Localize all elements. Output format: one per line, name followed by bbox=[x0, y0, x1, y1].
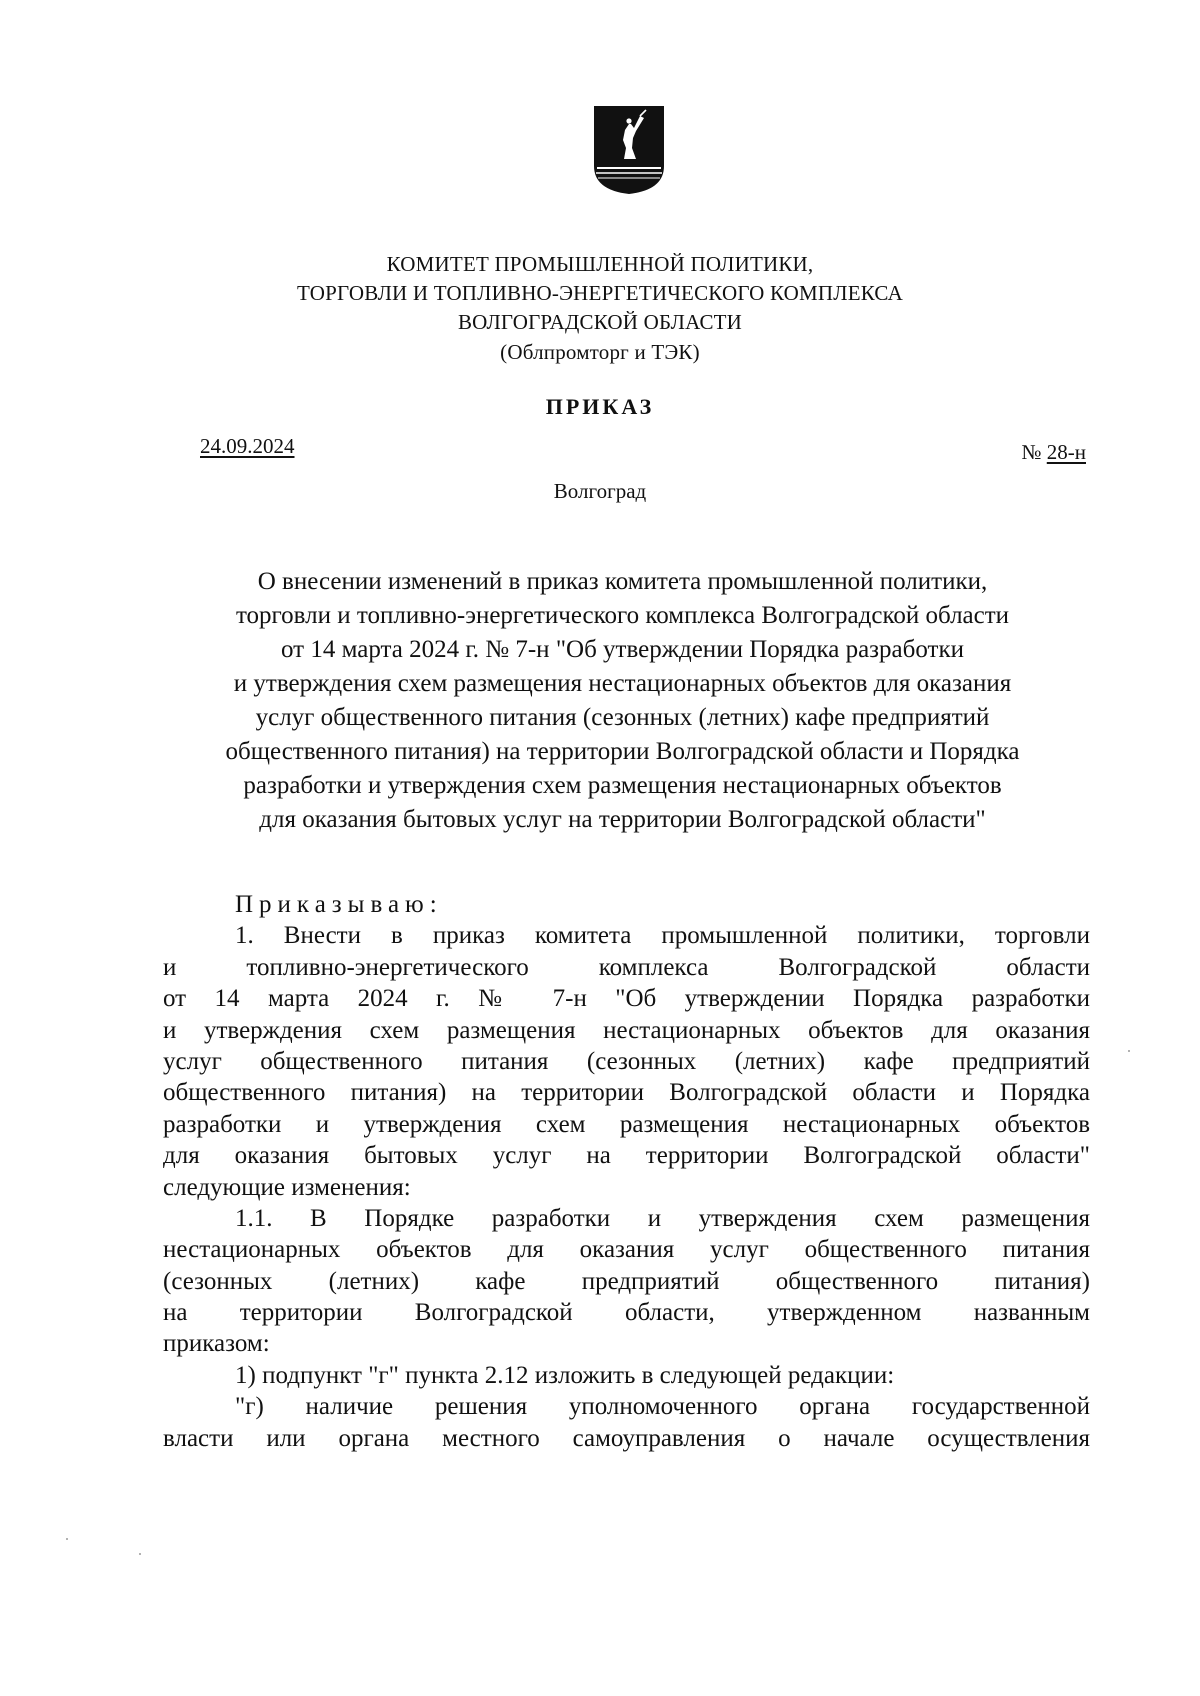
body-line: 1) подпункт "г" пункта 2.12 изложить в следующей редакции: bbox=[235, 1361, 895, 1389]
body-line: следующие изменения: bbox=[163, 1173, 411, 1201]
body-line: общественного питания) на территории Волгоградской области и Порядка bbox=[163, 1079, 1090, 1107]
coat-of-arms-icon bbox=[592, 104, 666, 196]
subject-line: от 14 марта 2024 г. № 7-н "Об утверждении Порядка разработки bbox=[280, 636, 964, 663]
subject-line: общественного питания) на территории Волгоградской области и Порядка bbox=[225, 738, 1020, 765]
subject-line: для оказания бытовых услуг на территории Волгоградской области" bbox=[259, 806, 986, 833]
body-line: 1.1. В Порядке разработки и утверждения схем размещения bbox=[235, 1204, 1090, 1232]
number-sign: № bbox=[1021, 440, 1042, 464]
document-city: Волгоград bbox=[553, 479, 647, 503]
body-line: и утверждения схем размещения нестационарных объектов для оказания bbox=[163, 1016, 1090, 1044]
subject-line: разработки и утверждения схем размещения нестационарных объектов bbox=[243, 772, 1002, 799]
body-line: нестационарных объектов для оказания услуг общественного питания bbox=[163, 1236, 1090, 1264]
subject-line: О внесении изменений в приказ комитета промышленной политики, bbox=[257, 568, 988, 595]
subject-line: и утверждения схем размещения нестационарных объектов для оказания bbox=[233, 670, 1012, 697]
subject-line: торговли и топливно-энергетического комплекса Волгоградской области bbox=[235, 602, 1010, 629]
document-number bbox=[1021, 440, 1086, 465]
body-line: (сезонных (летних) кафе предприятий общественного питания) bbox=[163, 1267, 1090, 1295]
org-name-line-1: КОМИТЕТ ПРОМЫШЛЕННОЙ ПОЛИТИКИ, bbox=[386, 252, 814, 276]
scan-speck bbox=[66, 1538, 68, 1540]
body-line: и топливно-энергетического комплекса Волгоградской области bbox=[163, 953, 1090, 981]
document-date: 24.09.2024 bbox=[200, 434, 295, 458]
body-line: от 14 марта 2024 г. № 7-н "Об утверждении Порядка разработки bbox=[163, 985, 1090, 1013]
body-line: услуг общественного питания (сезонных (летних) кафе предприятий bbox=[163, 1047, 1090, 1075]
body-line: на территории Волгоградской области, утвержденном названным bbox=[163, 1299, 1090, 1327]
body-line: для оказания бытовых услуг на территории Волгоградской области" bbox=[163, 1142, 1090, 1170]
body-line: приказом: bbox=[163, 1330, 270, 1358]
body-line: 1. Внести в приказ комитета промышленной политики, торговли bbox=[235, 922, 1090, 950]
subject-line: услуг общественного питания (сезонных (летних) кафе предприятий bbox=[255, 704, 990, 731]
order-word: Приказываю: bbox=[235, 891, 443, 918]
body-line: разработки и утверждения схем размещения нестационарных объектов bbox=[163, 1110, 1090, 1138]
body-line: власти или органа местного самоуправления о начале осуществления bbox=[163, 1424, 1090, 1452]
document-subject bbox=[155, 565, 1090, 837]
scan-speck bbox=[1128, 1050, 1130, 1052]
document-type-title: ПРИКАЗ bbox=[545, 394, 655, 419]
number-value: 28-н bbox=[1046, 440, 1086, 464]
org-name-line-3: ВОЛГОГРАДСКОЙ ОБЛАСТИ bbox=[457, 310, 743, 334]
body-line: "г) наличие решения уполномоченного органа государственной bbox=[235, 1393, 1090, 1421]
scan-speck bbox=[139, 1553, 141, 1555]
org-short-name: (Облпромторг и ТЭК) bbox=[500, 340, 700, 364]
document-body bbox=[163, 889, 1090, 1454]
org-name-line-2: ТОРГОВЛИ И ТОПЛИВНО-ЭНЕРГЕТИЧЕСКОГО КОМПЛЕКСА bbox=[297, 281, 903, 305]
